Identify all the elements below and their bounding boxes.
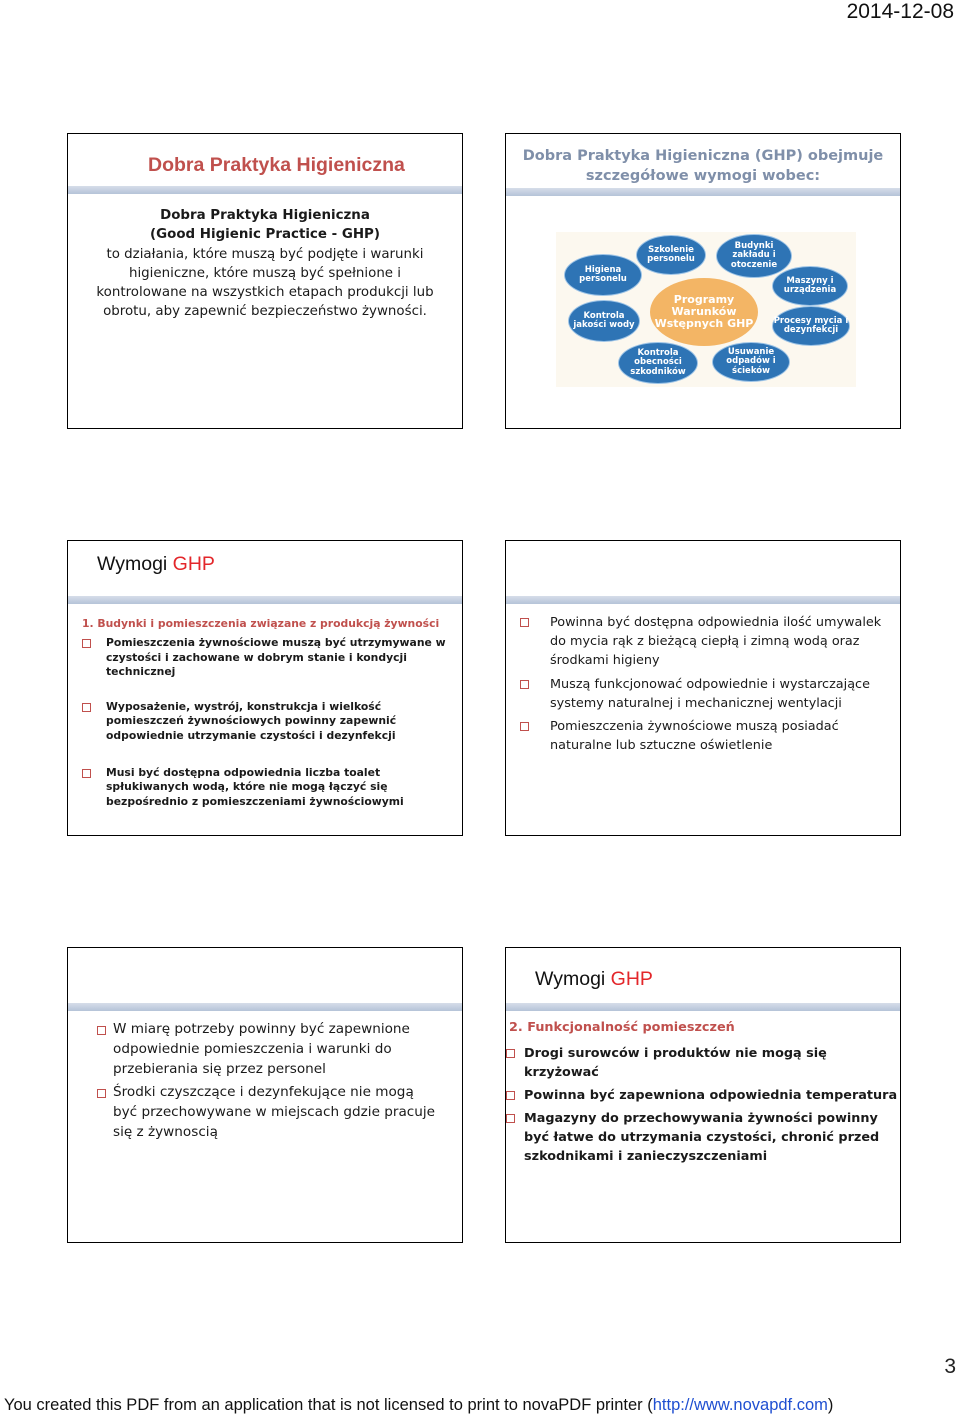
requirements-list [520, 613, 890, 759]
list-item-text: Pomieszczenia żywnościowe muszą posiadać naturalne lub sztuczne oświetlenie [550, 719, 839, 754]
slide-title-line: szczegółowe wymogi wobec: [585, 168, 821, 184]
square-bullet-icon [97, 1026, 106, 1035]
list-item [97, 1083, 437, 1142]
diagram-node: Budynki zakładu i otoczenie [716, 234, 792, 278]
list-item [520, 613, 890, 671]
list-item [82, 636, 452, 680]
list-item-text: W miarę potrzeby powinny być zapewnione odpowiednie pomieszczenia i warunki do przebierania się przez personel [113, 1021, 410, 1077]
square-bullet-icon [506, 1114, 515, 1123]
slide-ghp-room-functionality [505, 947, 901, 1243]
requirements-list [97, 1020, 437, 1143]
slide-ghp-requirements-1 [67, 540, 463, 836]
definition-line: obrotu, aby zapewnić bezpieczeństwo żywności. [103, 304, 427, 320]
section-subheading: 2. Funkcjonalność pomieszczeń [509, 1020, 735, 1035]
prerequisite-programs-diagram [556, 232, 856, 387]
list-item [520, 717, 890, 755]
heading-accent: GHP [172, 553, 215, 575]
title-divider [506, 188, 900, 196]
slide-ghp-definition [67, 133, 463, 429]
list-item [506, 1086, 898, 1105]
list-item [97, 1020, 437, 1079]
title-divider [68, 596, 462, 604]
square-bullet-icon [520, 680, 529, 689]
square-bullet-icon [520, 618, 529, 627]
diagram-node: Usuwanie odpadów i ścieków [712, 342, 790, 382]
list-item [82, 700, 452, 744]
diagram-node: Kontrola jakości wody [568, 300, 640, 342]
slide-ghp-scope [505, 133, 901, 429]
slide-heading [97, 553, 215, 576]
definition-heading: Dobra Praktyka Higieniczna [160, 208, 370, 223]
title-divider [68, 186, 462, 194]
list-item-text: Powinna być zapewniona odpowiednia temperatura [524, 1088, 898, 1103]
requirements-list [82, 636, 452, 809]
definition-line: to działania, które muszą być podjęte i warunki [106, 246, 424, 262]
list-item [82, 766, 452, 810]
list-item-text: Musi być dostępna odpowiednia liczba toalet spłukiwanych wodą, które nie mogą łączyć się bezpośrednio z pomieszczeniami żywnościowymi [106, 765, 404, 808]
slide-ghp-requirements-3 [67, 947, 463, 1243]
section-subheading: 1. Budynki i pomieszczenia związane z produkcją żywności [82, 617, 440, 630]
footer-link[interactable]: http://www.novapdf.com [652, 1396, 828, 1414]
heading-word: Wymogi [97, 553, 168, 575]
list-item-text: Środki czyszczące i dezynfekujące nie mogą być przechowywane w miejscach gdzie pracuje się z żywnoscią [113, 1084, 436, 1140]
list-item [506, 1109, 898, 1166]
diagram-node: Maszyny i urządzenia [772, 266, 848, 306]
diagram-node: Szkolenie personelu [636, 235, 706, 275]
diagram-node: Procesy mycia i dezynfekcji [772, 306, 850, 346]
definition-text [68, 206, 462, 322]
document-date: 2014-12-08 [846, 0, 954, 23]
slide-ghp-requirements-2 [505, 540, 901, 836]
square-bullet-icon [82, 769, 91, 778]
diagram-center: Programy Warunków Wstępnych GHP [650, 278, 758, 346]
list-item-text: Muszą funkcjonować odpowiednie i wystarczające systemy naturalnej i mechanicznej wentylacji [550, 676, 870, 711]
footer-end: ) [827, 1396, 834, 1414]
list-item [520, 675, 890, 713]
list-item-text: Powinna być dostępna odpowiednia ilość umywalek do mycia rąk z bieżącą ciepłą i zimną wodą oraz środkami higieny [550, 615, 882, 669]
title-divider [68, 1003, 462, 1011]
list-item-text: Wyposażenie, wystrój, konstrukcja i wielkość pomieszczeń żywnościowych powinny zapewnić odpowiednie utrzymanie czystości i dezynfekcji [106, 699, 397, 742]
heading-accent: GHP [610, 968, 653, 990]
definition-line: kontrolowane na wszystkich etapach produkcji lub [96, 285, 434, 301]
slide-heading [535, 968, 653, 991]
list-item-text: Drogi surowców i produktów nie mogą się krzyżować [524, 1046, 827, 1080]
slide-title: Dobra Praktyka Higieniczna [148, 154, 405, 176]
square-bullet-icon [82, 639, 91, 648]
list-item [506, 1044, 898, 1082]
footer-text: You created this PDF from an application that is not licensed to print to novaPDF printer ( [4, 1396, 653, 1414]
square-bullet-icon [506, 1049, 515, 1058]
square-bullet-icon [97, 1089, 106, 1098]
diagram-node: Higiena personelu [564, 254, 642, 296]
title-divider [506, 1003, 900, 1011]
definition-line: higieniczne, które muszą być spełnione i [128, 265, 402, 281]
definition-subheading: (Good Higienic Practice - GHP) [150, 227, 380, 243]
title-divider [506, 596, 900, 604]
square-bullet-icon [82, 703, 91, 712]
requirements-list [506, 1044, 898, 1170]
footer-notice [4, 1396, 833, 1415]
diagram-node: Kontrola obecności szkodników [618, 342, 698, 384]
page-number: 3 [944, 1355, 956, 1378]
list-item-text: Magazyny do przechowywania żywności powinny być łatwe do utrzymania czystości, chronić przed szkodnikami i zanieczyszczeniami [524, 1111, 880, 1164]
list-item-text: Pomieszczenia żywnościowe muszą być utrzymywane w czystości i zachowane w dobrym stanie i kondycji technicznej [106, 636, 446, 679]
square-bullet-icon [520, 722, 529, 731]
slide-title [506, 146, 900, 186]
square-bullet-icon [506, 1091, 515, 1100]
heading-word: Wymogi [535, 968, 606, 990]
slide-title-line: Dobra Praktyka Higieniczna (GHP) obejmuje [522, 148, 884, 164]
